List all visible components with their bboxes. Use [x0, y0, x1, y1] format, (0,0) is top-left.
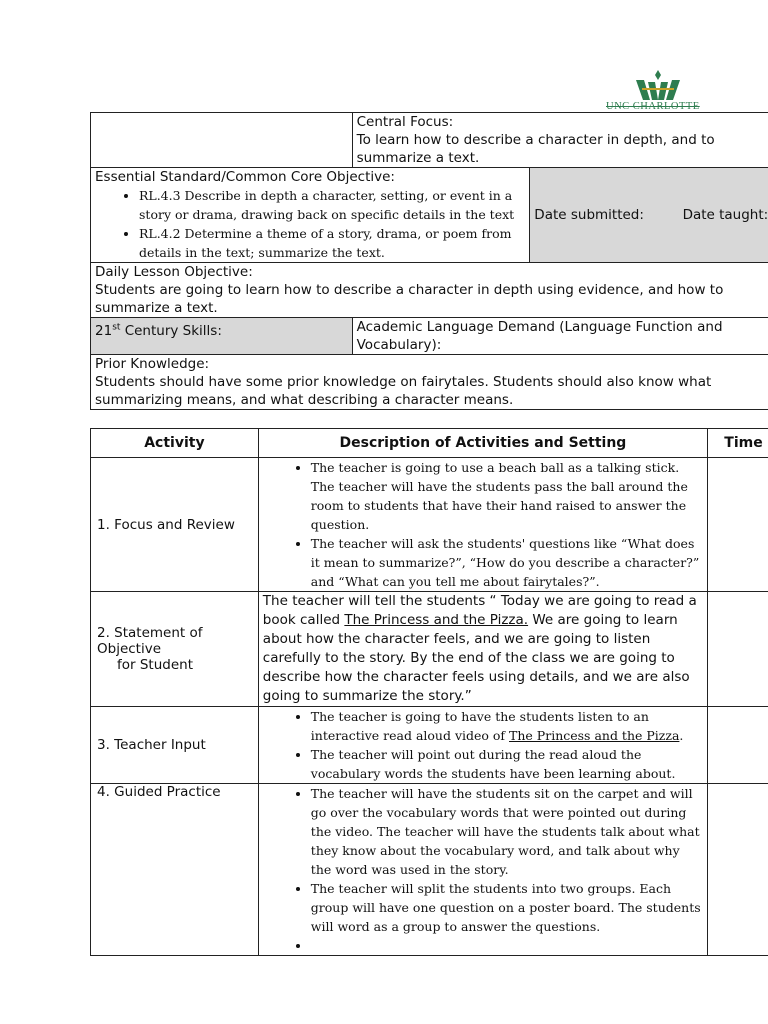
unc-charlotte-logo	[600, 68, 710, 118]
teacher-input-description	[258, 707, 707, 784]
time-cell	[708, 592, 768, 707]
list-item: • The teacher will ask the students' questions like “What does it mean to summarize?”, “How do you describe a character?” and “What can you tell me about fairytales?”.	[311, 534, 703, 591]
time-header: Time	[708, 429, 768, 458]
central-focus-cell	[352, 113, 768, 168]
lesson-plan-header-table	[90, 112, 768, 410]
prior-knowledge-text: Students should have some prior knowledge on fairytales. Students should also know what summarizing means, and what describing a character means.	[95, 374, 712, 408]
standard-label: Essential Standard/Common Core Objective:	[95, 169, 395, 185]
book-title: The Princess and the Pizza.	[344, 612, 529, 628]
prior-knowledge-cell	[91, 355, 768, 410]
list-item: • The teacher will point out during the read aloud the vocabulary words the students have been learning about.	[311, 745, 703, 783]
teacher-input-label: 3. Teacher Input	[91, 707, 259, 784]
list-item: • The teacher will split the students into two groups. Each group will have one question on a poster board. The students will word as a group to answer the questions.	[311, 879, 703, 936]
daily-objective-cell	[91, 263, 768, 318]
skills-cell	[91, 318, 353, 355]
time-cell	[708, 707, 768, 784]
academic-language-cell	[352, 318, 768, 355]
statement-objective-label: 2. Statement of Objective for Student	[91, 592, 259, 707]
blank-cell	[91, 113, 353, 168]
focus-review-label: 1. Focus and Review	[91, 458, 259, 592]
logo-text: UNC CHARLOTTE	[606, 101, 700, 112]
guided-practice-description	[258, 784, 707, 956]
list-item: • The teacher is going to use a beach ball as a talking stick. The teacher will have the students pass the ball around the room to students that have their hand raised to answer the question.	[311, 458, 703, 534]
standard-item: • RL.4.2 Determine a theme of a story, drama, or poem from details in the text; summarize the text.	[139, 224, 525, 262]
dates-cell	[530, 168, 768, 263]
time-cell	[708, 784, 768, 956]
focus-review-description	[258, 458, 707, 592]
crown-icon	[628, 68, 688, 102]
standard-cell	[91, 168, 530, 263]
standard-item: • RL.4.3 Describe in depth a character, setting, or event in a story or drama, drawing back on specific details in the text	[139, 186, 525, 224]
central-focus-label: Central Focus:	[356, 114, 454, 130]
list-item: • The teacher will have the students sit on the carpet and will go over the vocabulary words that were pointed out during the video. The teacher will have the students talk about what they know about the vocabulary word, and talk about why the word was used in the story.	[311, 784, 703, 879]
central-focus-text: To learn how to describe a character in depth, and to summarize a text.	[356, 132, 715, 166]
prior-knowledge-label: Prior Knowledge:	[95, 356, 210, 372]
date-submitted-label: Date submitted:	[534, 207, 644, 223]
activities-table	[90, 428, 768, 956]
time-cell	[708, 458, 768, 592]
skills-label: 21st Century Skills:	[95, 322, 222, 339]
guided-practice-label: 4. Guided Practice	[91, 784, 259, 956]
activity-header: Activity	[91, 429, 259, 458]
list-item: • The teacher is going to have the students listen to an interactive read aloud video of The Princess and the Pizza.	[311, 707, 703, 745]
standards-list	[95, 186, 525, 262]
description-header: Description of Activities and Setting	[258, 429, 707, 458]
daily-objective-text: Students are going to learn how to describe a character in depth using evidence, and how to summarize a text.	[95, 282, 724, 316]
statement-objective-description: The teacher will tell the students “ Today we are going to read a book called The Princess and the Pizza. We are going to learn about how the character feels, and we are going to listen carefully to the story. By the end of the class we are going to describe how the character feels using details, and we are also going to summarize the story.”	[258, 592, 707, 707]
date-taught-label: Date taught:	[682, 207, 768, 223]
academic-language-label: Academic Language Demand (Language Function and Vocabulary):	[356, 319, 723, 353]
daily-objective-label: Daily Lesson Objective:	[95, 264, 253, 280]
list-item	[311, 936, 703, 955]
